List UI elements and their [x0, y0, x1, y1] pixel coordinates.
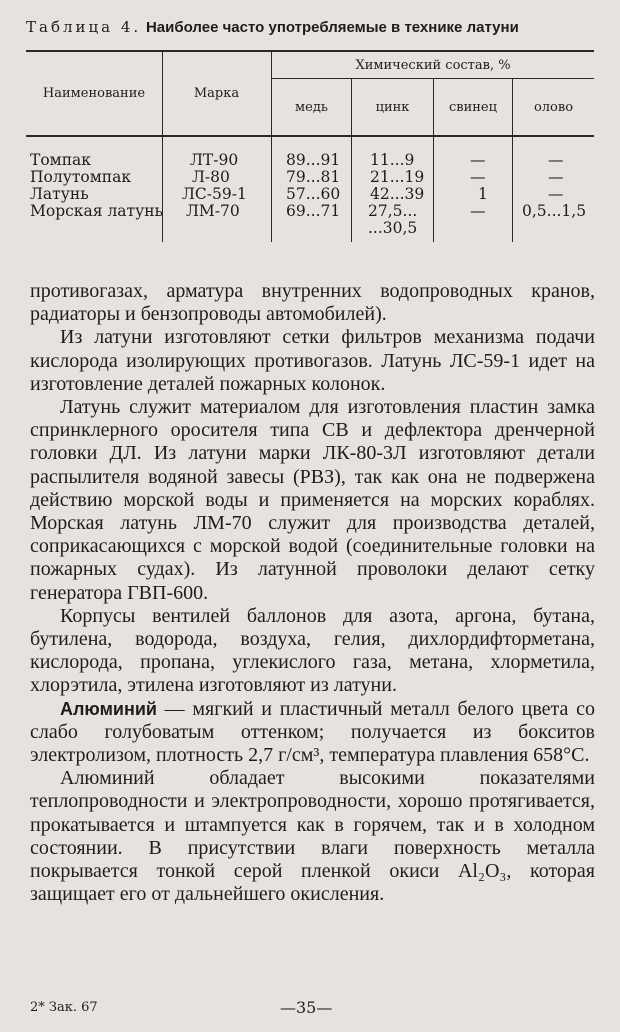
row-2-copper: 79...81: [286, 168, 341, 186]
paragraph-5: [30, 698, 595, 768]
header-grade: Марка: [193, 86, 240, 101]
header-zinc: цинк: [375, 100, 410, 115]
row-1-lead: —: [470, 151, 486, 169]
row-4-lead: —: [470, 202, 486, 220]
paragraph-1: противогазах, арматура внутренних водопроводных кранов, радиаторы и бензопроводы автомобилей).: [30, 280, 595, 326]
paragraph-4: Корпусы вентилей баллонов для азота, аргона, бутана, бутилена, водорода, воздуха, гелия, дихлордифторметана, кислорода, пропана, углекислого газа, метана, хлорметила, хлорэтила, этилена изготовляют из латуни.: [30, 604, 595, 697]
row-3-zinc: 42...39: [370, 185, 425, 203]
paragraph-6: Алюминий обладает высокими показателями теплопроводности и электропроводности, хорошо протягивается, прокатывается и штампуется как в горячем, так и в холодном состоянии. В присутствии влаги поверхность металла покрывается тонкой серой пленкой окиси Al₂O₃, которая защищает его от дальнейшего окисления.: [30, 767, 595, 906]
row-1-copper: 89...91: [286, 151, 341, 169]
row-1-grade: ЛТ-90: [190, 151, 239, 169]
row-2-lead: —: [470, 168, 486, 186]
row-2-tin: —: [548, 168, 564, 186]
row-1-name: Томпак: [30, 151, 91, 169]
paragraph-5-text: — мягкий и пластичный металл белого цвета со слабо голубоватым оттенком; получается из бокситов электролизом, плотность 2,7 г/см³, температура плавления 658°С.: [30, 697, 595, 767]
col-divider-2: [271, 50, 272, 242]
table-caption: [26, 18, 596, 36]
row-2-name: Полутомпак: [30, 168, 132, 186]
body-text: [30, 280, 595, 906]
row-4-copper: 69...71: [286, 202, 341, 220]
aluminium-term: Алюминий: [60, 698, 157, 719]
header-composition: Химический состав, %: [355, 58, 511, 73]
row-2-grade: Л-80: [192, 168, 230, 186]
paragraph-3: Латунь служит материалом для изготовления пластин замка спринклерного оросителя типа СВ и дефлектора дренчерной головки ДЛ. Из латуни марки ЛК-80-3Л изготовляют детали распылителя водяной завесы (РВЗ), так как она не подвержена действию морской воды и применяется на морских кораблях. Морская латунь ЛМ-70 служит для производства деталей, соприкасающихся с морской водой (соединительные головки на пожарных судах). Из латунной проволоки делают сетку генератора ГВП-600.: [30, 396, 595, 604]
row-3-tin: —: [548, 185, 564, 203]
header-lead: свинец: [449, 100, 497, 115]
table-caption-title: Наиболее часто употребляемые в технике латуни: [145, 19, 519, 36]
row-4-zinc-cont: ...30,5: [368, 219, 418, 237]
paragraph-2: Из латуни изготовляют сетки фильтров механизма подачи кислорода изолирующих противогазов. Латунь ЛС-59-1 идет на изготовление деталей пожарных колонок.: [30, 326, 595, 395]
row-3-copper: 57...60: [286, 185, 341, 203]
table-caption-label: Таблица 4.: [26, 18, 142, 36]
row-4-tin: 0,5...1,5: [522, 202, 587, 220]
row-2-zinc: 21...19: [370, 168, 425, 186]
header-tin: олово: [533, 100, 574, 115]
header-name: Наименование: [42, 86, 146, 101]
row-1-zinc: 11...9: [370, 151, 415, 169]
row-3-lead: 1: [478, 185, 488, 203]
row-4-grade: ЛМ-70: [186, 202, 240, 220]
row-3-name: Латунь: [30, 185, 89, 203]
table-top-rule: [26, 50, 594, 52]
header-copper: медь: [295, 100, 328, 115]
printer-signature: 2* Зак. 67: [30, 1000, 98, 1015]
row-3-grade: ЛС-59-1: [182, 185, 247, 203]
table-header-rule: [26, 135, 594, 137]
row-1-tin: —: [548, 151, 564, 169]
row-4-zinc: 27,5...: [368, 202, 418, 220]
page-number: —35—: [280, 998, 333, 1017]
row-4-name: Морская латунь: [30, 202, 163, 220]
